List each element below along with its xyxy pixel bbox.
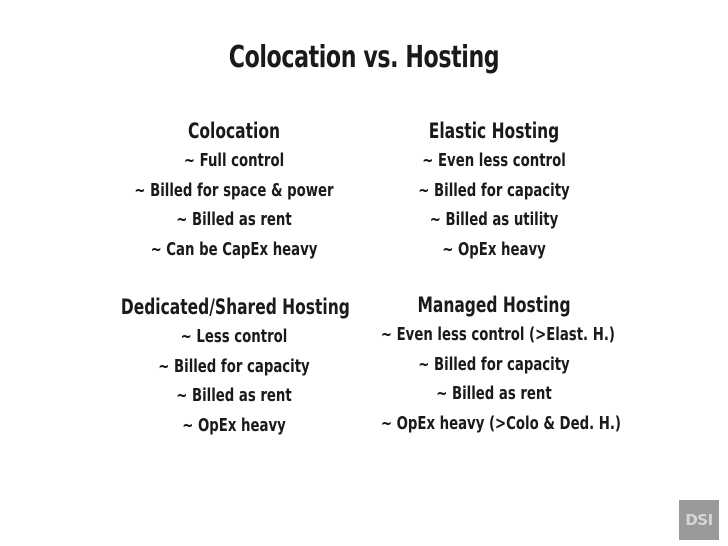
managed-hosting-bullet: ~ OpEx heavy (>Colo & Ded. H.) [380,412,621,434]
dsi-logo: DSI [679,500,719,540]
slide-title: Colocation vs. Hosting [228,40,500,75]
colocation-bullet: ~ Billed for space & power [134,179,334,201]
managed-hosting-heading: Managed Hosting [417,293,571,317]
dedicated-shared-hosting-bullet: ~ OpEx heavy [182,414,286,436]
colocation-bullet: ~ Full control [183,150,285,171]
managed-hosting-bullet: ~ Billed for capacity [418,353,570,375]
managed-hosting-section [356,290,632,438]
colocation-bullet: ~ Can be CapEx heavy [150,238,318,260]
elastic-hosting-bullet: ~ Billed as utility [429,209,559,230]
elastic-hosting-heading: Elastic Hosting [428,119,560,143]
dedicated-shared-hosting-bullet: ~ Billed for capacity [158,355,310,377]
colocation-heading: Colocation [188,119,280,143]
colocation-section [106,116,362,264]
dedicated-shared-hosting-bullet: ~ Less control [180,326,288,347]
dedicated-shared-hosting-heading: Dedicated/Shared Hosting [120,295,350,319]
elastic-hosting-section [366,116,622,264]
dedicated-shared-hosting-bullet: ~ Billed as rent [176,385,292,406]
dedicated-shared-hosting-section [96,292,372,440]
managed-hosting-bullet: ~ Billed as rent [436,383,552,404]
elastic-hosting-bullet: ~ OpEx heavy [442,238,546,260]
managed-hosting-bullet: ~ Even less control (>Elast. H.) [380,324,615,345]
colocation-bullet: ~ Billed as rent [176,209,292,230]
elastic-hosting-bullet: ~ Billed for capacity [418,179,570,201]
elastic-hosting-bullet: ~ Even less control [422,150,566,171]
